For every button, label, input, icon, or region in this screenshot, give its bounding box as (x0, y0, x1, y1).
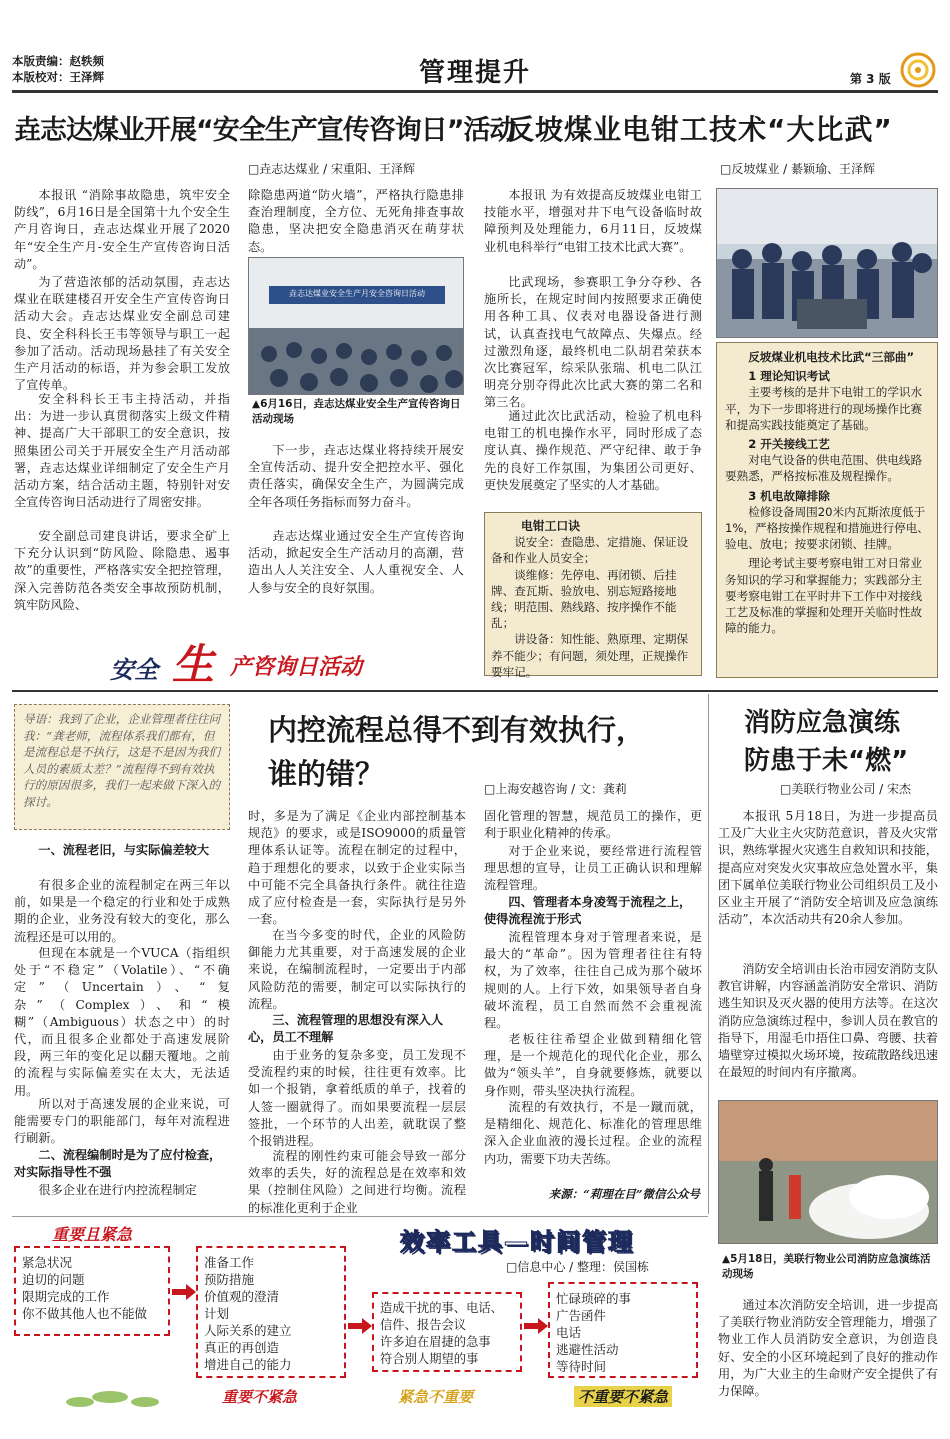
steps-summary: 理论考试主要考察电钳工对日常业务知识的学习和掌握能力；实践部分主要考察电钳工在平时井下工作中对接线工艺及标准的掌握和处理开关临时性故障的能力。 (725, 556, 923, 636)
article2-p1: 本报讯 为有效提高反坡煤业电钳工技能水平，增强对井下电气设备临时故障预判及处理能力，6月11日，反坡煤业机电科举行“电钳工技术比武大赛”。 (484, 188, 702, 254)
quadrant-label-urgent-not-important: 紧急不重要 (398, 1388, 474, 1406)
step1-text: 主要考核的是井下电钳工的学识水平，为下一步即将进行的现场操作比赛和提高实践技能奠定了基础。 (725, 385, 923, 432)
article3-c3p4: 老板往往希望企业做到精细化管理，是一个规范化的现代化企业，那么做为“领头羊”，自身就要修炼，就要以身作则，带头坚决执行流程。 (484, 1032, 702, 1098)
article1-byline: □垚志达煤业 / 宋重阳、王泽辉 (248, 162, 416, 176)
quadrant3-item: 造成干扰的事、电话、 (380, 1301, 503, 1315)
article3-h3: 三、流程管理的思想没有深入人心，员工不理解 (248, 1013, 444, 1045)
step3-heading: 3 机电故障排除 (748, 488, 830, 503)
quadrant4-item: 逃避性活动 (556, 1342, 619, 1357)
quadrant4-item: 电话 (556, 1325, 582, 1340)
article1-p5: 除隐患两道“防火墙”，严格执行隐患排查治理制度，全方位、无死角排查事故隐患，坚决把安全隐患消灭在萌芽状态。 (248, 188, 464, 254)
quadrant-box-1 (14, 1246, 170, 1336)
step2-text: 对电气设备的供电范围、供电线路要熟悉，严格按标准及规程操作。 (725, 453, 923, 484)
article2-photo (716, 188, 938, 338)
page-number: 第 3 版 (850, 72, 891, 86)
article2-title: 反坡煤业电钳工技术“大比武” (506, 113, 893, 146)
article2-chant-box (484, 512, 702, 679)
quadrant-box-3 (372, 1292, 522, 1372)
article3-c3p1: 固化管理的智慧，规范员工的操作，更利于职业化精神的传承。 (484, 809, 702, 841)
article3-c1p3: 所以对于高速发展的企业来说，可能需要专门的职能部门，每年对流程进行刷新。 (14, 1097, 230, 1146)
article3-c3p3: 流程管理本身对于管理者来说，是最大的“革命”。因为管理者往往有特权，为了效率，往往自己成为那个破坏规则的人。上行下效，如果领导者自身破坏流程，员工自然而然不会重视流程。 (484, 930, 702, 1031)
quadrant3-item: 许多迫在眉捷的急事 (380, 1335, 491, 1349)
newspaper-logo-icon (900, 52, 936, 88)
quadrant-label-important-not-urgent: 重要不紧急 (222, 1388, 298, 1406)
article5-title: 效率工具—时间管理 (400, 1228, 634, 1256)
chant-line-repair: 谈维修：先停电、再闭锁、后挂牌、查瓦斯、验放电、别忘短路接地线；明范围、熟线路、按序操作不能乱； (491, 567, 677, 631)
safety-banner-art (110, 638, 410, 689)
article5-byline: □信息中心 / 整理：侯国栋 (506, 1260, 650, 1274)
arrow-2-icon (348, 1316, 372, 1340)
steps-box-title: 反坡煤业机电技术比武“三部曲” (748, 350, 915, 364)
chant-box-title: 电钳工口诀 (521, 519, 580, 533)
chant-line-safety: 说安全：查隐患、定措施、保证设备和作业人员安全； (491, 535, 689, 566)
article4-title-line1: 消防应急演练 (744, 708, 901, 738)
divider-vertical (708, 694, 709, 1214)
article1-p4: 安全副总司建良讲话，要求全矿上下充分认识到“防风险、除隐患、遏事故”的重要性，严格落实安全把控管理，深入完善防范各类安全事故预防机制，筑牢防风险、 (14, 529, 230, 612)
quadrant2-item: 价值观的澄清 (204, 1289, 280, 1304)
article4-p3: 通过本次消防安全培训，进一步提高了美联行物业消防安全管理能力，增强了物业工作人员消防安全意识，为创造良好、安全的小区环境起到了良好的推动作用，为广大业主的生命财产安全提供了有力保障。 (718, 1298, 938, 1399)
article1-photo-banner: 垚志达煤业安全生产月安全咨询日活动 (289, 289, 425, 298)
chant-line-equipment: 讲设备：知性能、熟原理、定期保养不能少；有问题，须处理，正规操作要牢记。 (491, 632, 689, 679)
quadrant4-item: 忙碌琐碎的事 (556, 1291, 632, 1306)
article3-h1: 一、流程老旧，与实际偏差较大 (38, 843, 210, 857)
article3-c1p2: 但现在本就是一个VUCA（指组织处于“不稳定”（Volatile）、“不确定”（Uncertain）、“复杂”（Complex）、和“模糊”（Ambiguous）状态之中）的时代，而且很多企业都处于高速发展阶段，两三年的变化足以翻天覆地。之前的流程与实际偏差实在太大，无法适用。 (14, 946, 230, 1098)
article3-c3p5: 流程的有效执行，不是一蹴而就，是精细化、规范化、标准化的管理思维深入企业血液的漫长过程。企业的流程内功，需要下功夫苦练。 (484, 1100, 702, 1166)
decorative-plant-icon (60, 1372, 180, 1416)
banner-word-consult: 产咨询日活动 (230, 655, 363, 680)
article1-caption: ▲6月16日，垚志达煤业安全生产宣传咨询日活动现场 (252, 398, 461, 425)
article3-h2: 二、流程编制时是为了应付检查，对实际指导性不强 (14, 1148, 222, 1180)
article1-p2: 为了营造浓郁的活动氛围，垚志达煤业在联建楼召开安全生产宣传咨询日活动大会。垚志达煤业安全副总司建良、安全科科长王韦等领导与职工一起参加了活动。活动现场悬挂了有关安全生产月活动的标语，并为参会职工发放了宣传单。 (14, 275, 230, 393)
article3-c3p2: 对于企业来说，要经常进行流程管理思想的宣导，让员工正确认识和理解流程管理。 (484, 844, 702, 893)
article4-photo (718, 1100, 938, 1244)
article3-lead: 导语：我到了企业，企业管理者往往问我：“龚老师，流程体系我们都有，但是流程总是不执行，这是不是因为我们人员的素质太差？”流程得不到有效执行的原因很多，我们一起来做下深入的探讨。 (23, 712, 221, 809)
article3-byline: □上海安越咨询 / 文：龚莉 (484, 782, 628, 796)
article2-steps-box (716, 342, 938, 678)
quadrant3-item: 符合别人期望的事 (380, 1352, 479, 1366)
quadrant2-item: 准备工作 (204, 1255, 255, 1270)
quadrant2-item: 增进自己的能力 (204, 1357, 292, 1372)
step2-heading: 2 开关接线工艺 (748, 437, 830, 452)
article3-c2p2: 在当今多变的时代，企业的风险防御能力尤其重要，对于高速发展的企业来说，在编制流程时，一定要出于内部风险防范的需要，制定可以实际执行的流程。 (248, 928, 466, 1011)
quadrant1-item: 限期完成的工作 (22, 1289, 110, 1304)
quadrant1-item: 你不做其他人也不能做 (22, 1306, 148, 1321)
article2-p2: 比武现场，参赛职工争分夺秒、各施所长，在规定时间内按照要求正确使用各种工具、仪表对电器设备进行测试，认真查找电气故障点、失爆点。经过激烈角逐，最终机电二队胡君荣获本次比赛冠军，综采队张瑞、机电二队江明亮分别夺得此次比武大赛的第二名和第三名。 (484, 275, 702, 410)
quadrant1-item: 紧急状况 (22, 1255, 73, 1270)
section-title: 管理提升 (418, 58, 531, 88)
article3-title-line2: 谁的错？ (268, 757, 385, 791)
quadrant-box-2 (196, 1246, 346, 1378)
article3-title-line1: 内控流程总得不到有效执行， (268, 713, 646, 747)
article4-p1: 本报讯 5月18日，为进一步提高员工及广大业主火灾防范意识，普及火灾常识，熟练掌握火灾逃生自救知识和技能，提高应对突发火灾事故应急处置水平，集团下属单位美联行物业公司组织员工及小区业主开展了“消防安全培训及应急演练活动”，本次活动共有20余人参加。 (718, 809, 938, 927)
header-rule (12, 90, 938, 93)
article3-c2p4: 流程的刚性约束可能会导致一部分效率的丢失，好的流程总是在效率和效果（控制住风险）之间进行均衡。流程的标准化更利于企业 (248, 1149, 466, 1215)
step1-heading: 1 理论知识考试 (748, 369, 830, 384)
quadrant2-item: 计划 (204, 1306, 230, 1321)
article4-byline: □美联行物业公司 / 宋杰 (780, 782, 912, 796)
article1-p1: 本报讯 “消除事故隐患，筑牢安全防线”，6月16日是全国第十九个安全生产月咨询日，垚志达煤业开展了2020年“安全生产月-安全生产宣传咨询日活动”。 (14, 188, 230, 271)
article1-p6: 下一步，垚志达煤业将持续开展安全宣传活动、提升安全把控水平、强化责任落实，确保安全生产，为圆满完成全年各项任务指标而努力奋斗。 (248, 443, 464, 509)
article3-c2p1: 时，多是为了满足《企业内部控制基本规范》的要求，或是ISO9000的质量管理体系认证等。流程在制定的过程中，趋于理想化的要求，以致于企业实际当中可能不完全具备执行条件。就往往造成了应付检查是一套，实际执行是另外一套。 (248, 809, 466, 927)
article3-h4: 四、管理者本身凌驾于流程之上，使得流程流于形式 (484, 895, 692, 927)
divider-mid (12, 690, 938, 692)
article4-caption: ▲5月18日，美联行物业公司消防应急演练活动现场 (722, 1253, 931, 1280)
banner-word-safety: 安全 (110, 656, 158, 684)
article3-c1p1: 有很多企业的流程制定在两三年以前，如果是一个稳定的行业和处于成熟期的企业，业务没有较大的变化，那么流程还是可以用的。 (14, 878, 230, 944)
article1-photo (248, 257, 464, 395)
article1-p3: 安全科科长王韦主持活动，并指出：为进一步认真贯彻落实上级文件精神、提高广大干部职工的安全意识，按照集团公司关于开展安全生产月活动部署，垚志达煤业详细制定了安全生产月活动方案，结合活动主题，特别针对安全宣传咨询日活动进行了周密安排。 (14, 392, 230, 510)
divider-bottom (12, 1216, 708, 1217)
step3-text: 检修设备周围20米内瓦斯浓度低于1%，严格按操作规程和措施进行停电、验电、放电；按要求闭锁、挂牌。 (725, 504, 929, 552)
article1-p7: 垚志达煤业通过安全生产宣传咨询活动，掀起安全生产活动月的高潮，营造出人人关注安全、人人重视安全、人人参与安全的良好氛围。 (248, 529, 464, 595)
quadrant2-item: 预防措施 (204, 1272, 255, 1287)
quadrant2-item: 真正的再创造 (204, 1340, 280, 1355)
article3-lead-box (14, 704, 230, 830)
quadrant-label-neither: 不重要不紧急 (574, 1386, 672, 1407)
quadrant2-item: 人际关系的建立 (204, 1323, 292, 1338)
quadrant-box-4 (548, 1282, 698, 1378)
article2-p3: 通过此次比武活动，检验了机电科电钳工的机电操作水平，同时形成了态度认真、操作规范、严守纪律、敢于争先的良好工作氛围，为集团公司更好、更快发展奠定了坚实的人才基础。 (484, 409, 702, 492)
article4-title-line2: 防患于未“燃” (744, 746, 909, 776)
quadrant4-item: 等待时间 (556, 1359, 607, 1374)
arrow-1-icon (172, 1282, 196, 1306)
proof-credit: 本版校对：王泽辉 (12, 70, 104, 84)
article4-p2: 消防安全培训由长治市园安消防支队教官讲解，内容涵盖消防安全常识、消防逃生知识及灭火器的使用方法等。在这次消防应急演练过程中，参训人员在教官的指导下，用湿毛巾捂住口鼻、弯腰、扶着墙壁穿过模拟火场环境，按疏散路线迅速在最短的时间内有序撤离。 (718, 962, 938, 1080)
quadrant-label-urgent-important: 重要且紧急 (52, 1225, 133, 1244)
editor-credit: 本版责编：赵轶频 (12, 54, 104, 68)
article3-c1p4: 很多企业在进行内控流程制定 (38, 1183, 197, 1197)
article1-title: 垚志达煤业开展“安全生产宣传咨询日”活动 (14, 115, 516, 146)
article3-c2p3: 由于业务的复杂多变，员工发现不受流程约束的时候，往往更有效率。比如一个报销，拿着纸质的单子，找着的人签一圈就得了。而如果要流程一层层签批，一个环节的人出差，就耽误了整个报销进程。 (248, 1048, 466, 1149)
arrow-3-icon (524, 1316, 548, 1340)
banner-word-production: 生 (172, 640, 215, 689)
quadrant3-item: 信件、报告会议 (380, 1318, 467, 1332)
quadrant1-item: 迫切的问题 (22, 1272, 85, 1287)
quadrant4-item: 广告函件 (556, 1308, 607, 1323)
article3-source: 来源：“莉理在目”微信公众号 (548, 1187, 700, 1201)
article2-byline: □反坡煤业 / 綦颖瑜、王泽辉 (720, 162, 876, 176)
